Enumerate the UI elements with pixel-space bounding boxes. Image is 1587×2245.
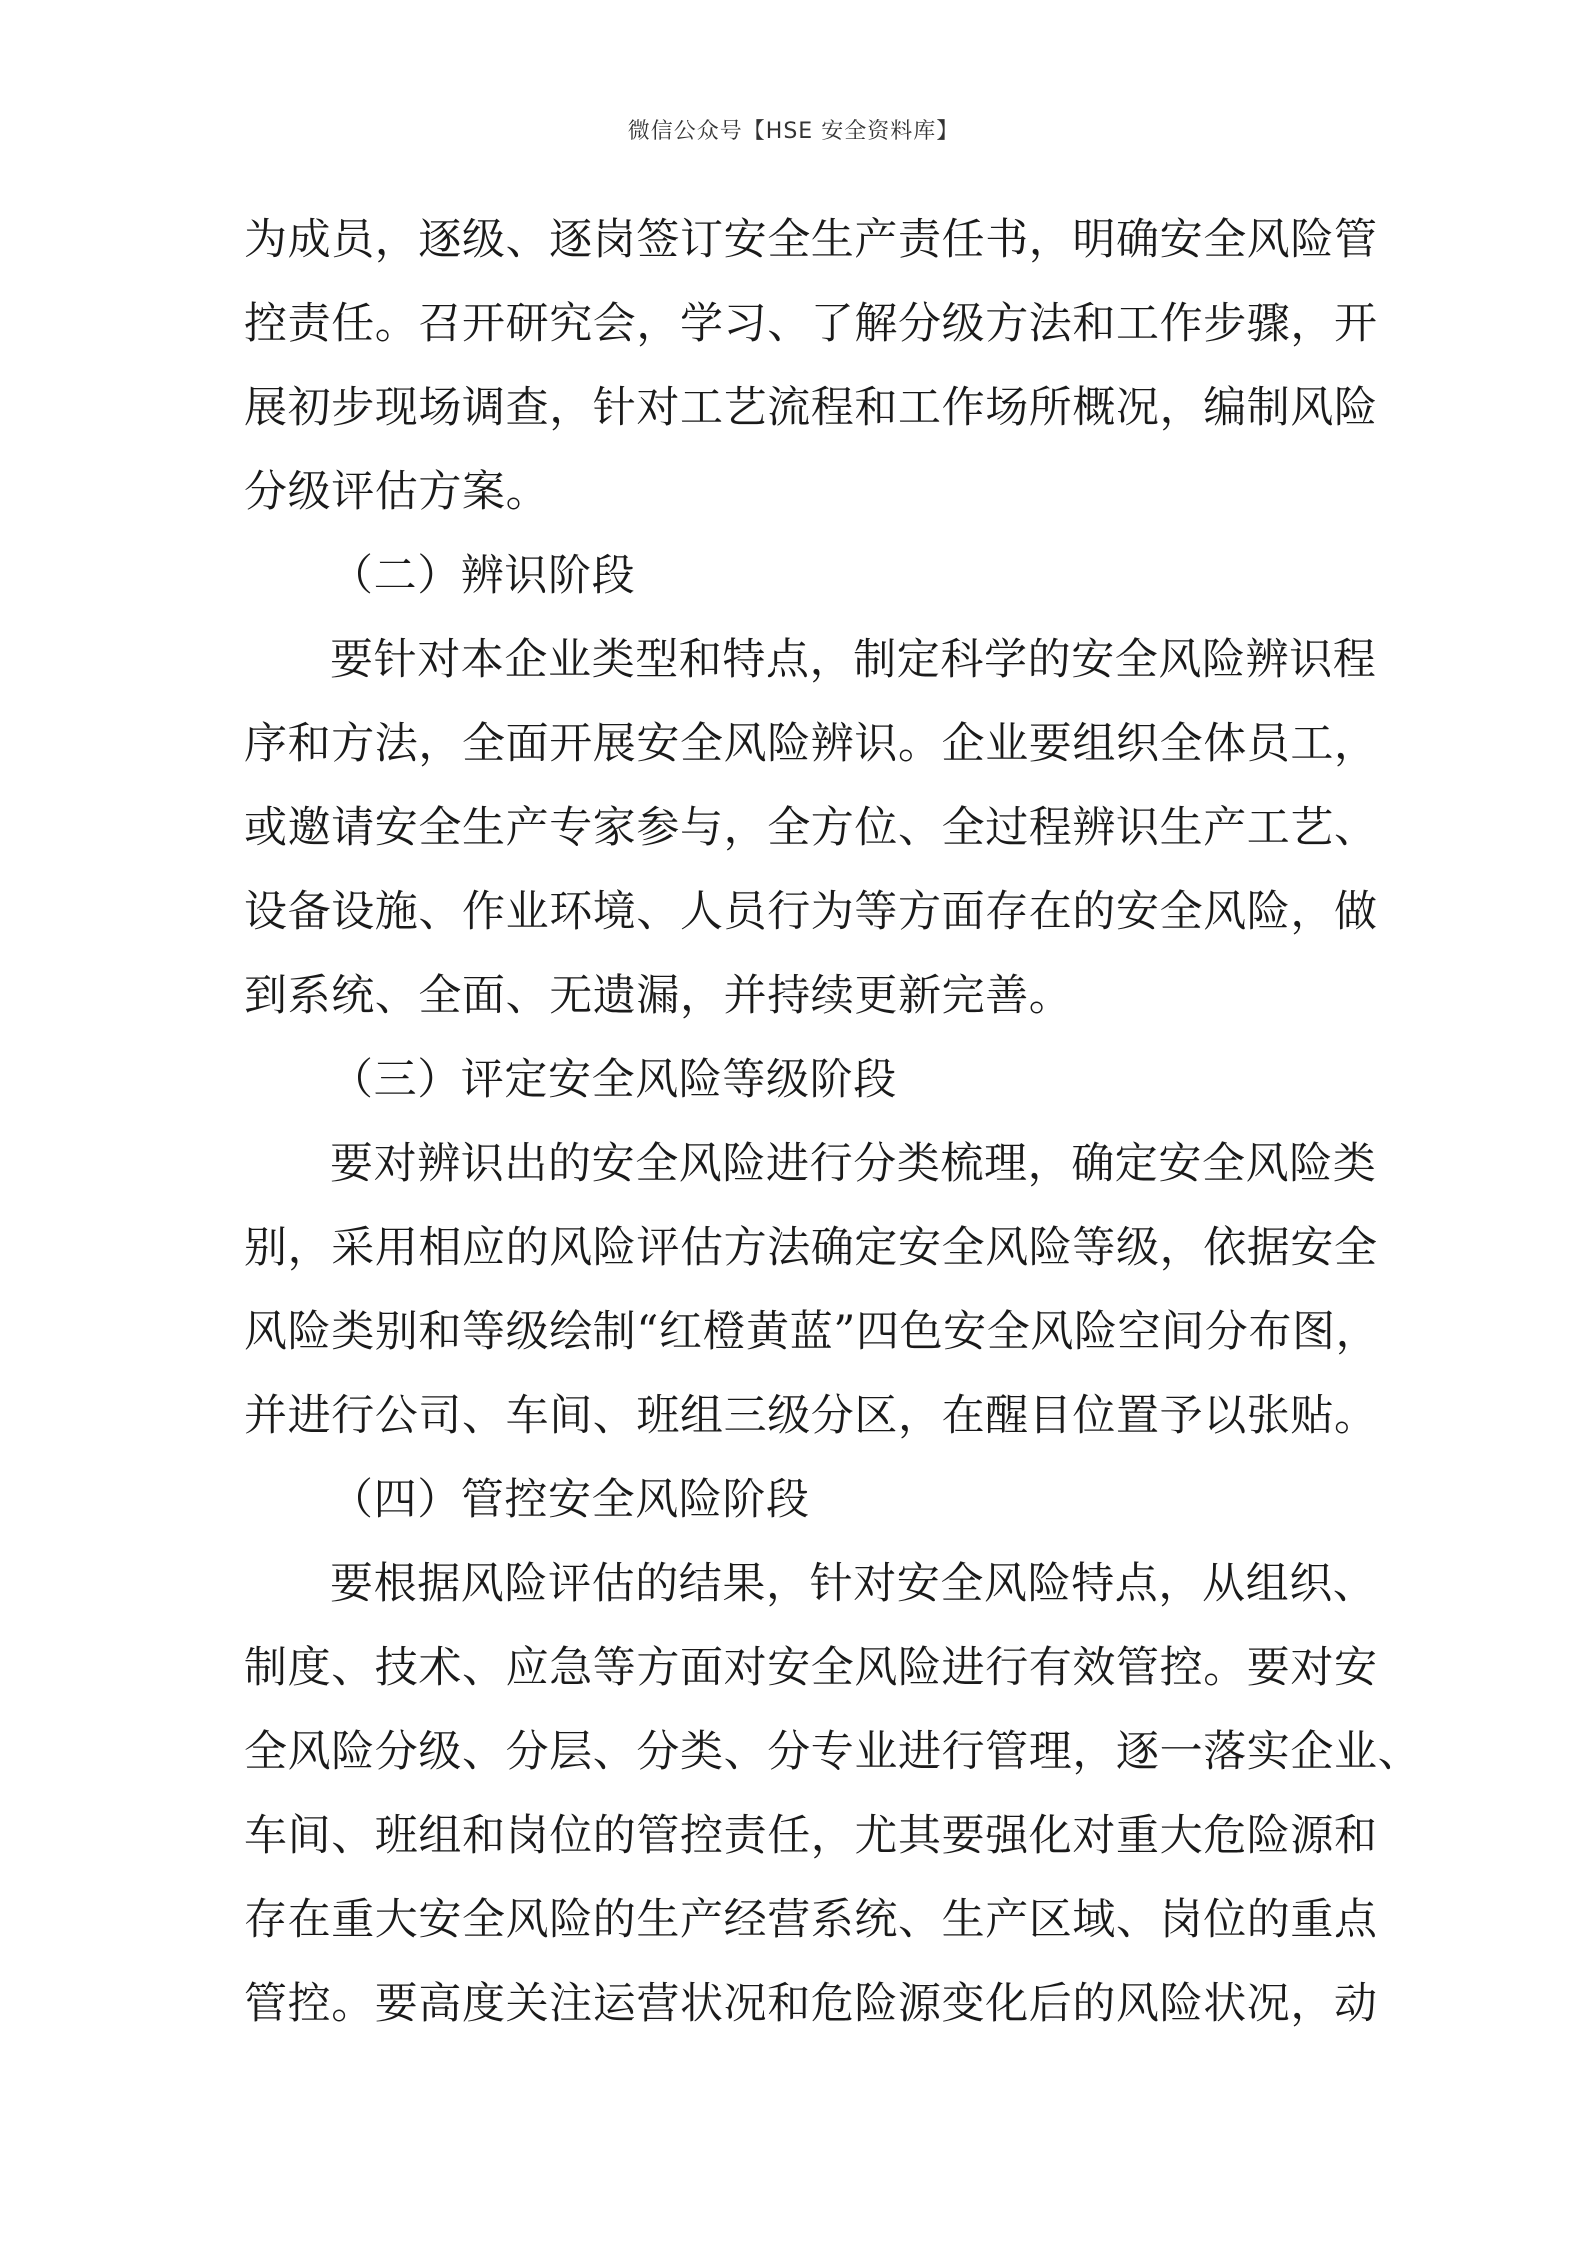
text-line: 要对辨识出的安全风险进行分类梳理，确定安全风险类: [330, 1139, 1377, 1189]
text-line: 为成员，逐级、逐岗签订安全生产责任书，明确安全风险管: [244, 215, 1378, 265]
text-line: 制度、技术、应急等方面对安全风险进行有效管控。要对安: [244, 1643, 1378, 1693]
text-line: 控责任。召开研究会，学习、了解分级方法和工作步骤，开: [244, 299, 1378, 349]
text-line: 展初步现场调查，针对工艺流程和工作场所概况，编制风险: [244, 383, 1378, 433]
text-line: 序和方法，全面开展安全风险辨识。企业要组织全体员工，: [244, 719, 1378, 769]
text-line: 别，采用相应的风险评估方法确定安全风险等级，依据安全: [244, 1223, 1378, 1273]
text-line: 要针对本企业类型和特点，制定科学的安全风险辨识程: [330, 635, 1377, 685]
text-line: 分级评估方案。: [244, 467, 550, 517]
document-body: [244, 198, 1422, 2046]
page-header: 微信公众号【HSE 安全资料库】: [627, 119, 960, 144]
text-line: 到系统、全面、无遗漏，并持续更新完善。: [244, 971, 1073, 1021]
section-heading: （二）辨识阶段: [330, 551, 636, 601]
text-line: 存在重大安全风险的生产经营系统、生产区域、岗位的重点: [244, 1895, 1378, 1945]
text-line: 管控。要高度关注运营状况和危险源变化后的风险状况，动: [244, 1979, 1378, 2029]
text-line: 或邀请安全生产专家参与，全方位、全过程辨识生产工艺、: [244, 803, 1378, 853]
section-heading: （四）管控安全风险阶段: [330, 1475, 810, 1525]
text-line: 要根据风险评估的结果，针对安全风险特点，从组织、: [330, 1559, 1377, 1609]
text-line: 设备设施、作业环境、人员行为等方面存在的安全风险，做: [244, 887, 1378, 937]
text-line: 风险类别和等级绘制“红橙黄蓝”四色安全风险空间分布图，: [244, 1307, 1380, 1357]
text-line: 并进行公司、车间、班组三级分区，在醒目位置予以张贴。: [244, 1391, 1378, 1441]
section-heading: （三）评定安全风险等级阶段: [330, 1055, 897, 1105]
text-line: 车间、班组和岗位的管控责任，尤其要强化对重大危险源和: [244, 1811, 1378, 1861]
text-line: 全风险分级、分层、分类、分专业进行管理，逐一落实企业、: [244, 1727, 1422, 1777]
